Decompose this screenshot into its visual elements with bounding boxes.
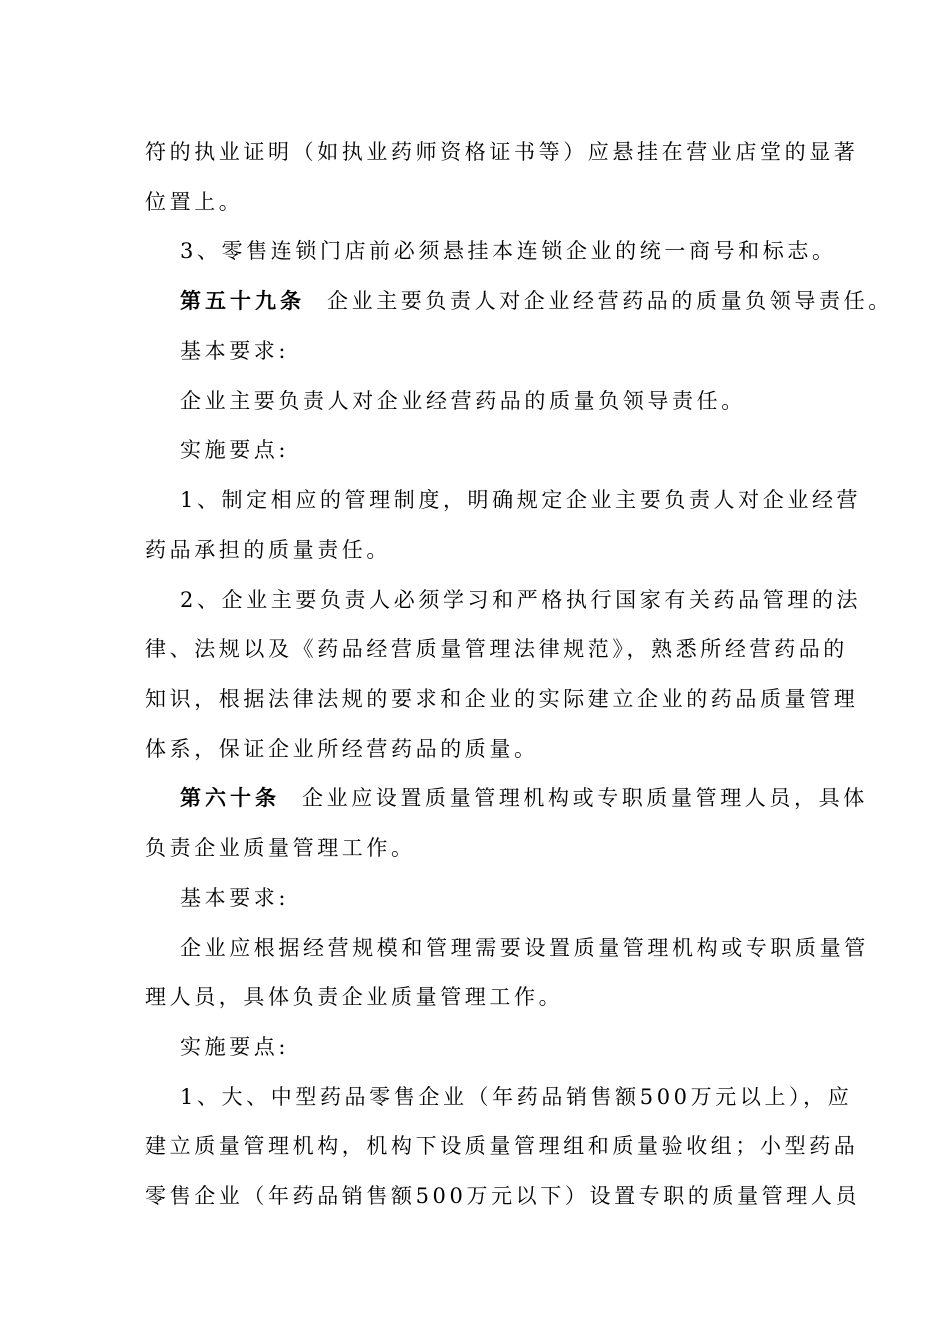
paragraph-line: 企业应根据经营规模和管理需要设置质量管理机构或专职质量管 <box>180 936 869 960</box>
paragraph-line: 律、法规以及《药品经营质量管理法律规范》，熟悉所经营药品的 <box>145 637 848 661</box>
paragraph-line: 体系，保证企业所经营药品的质量。 <box>145 737 539 761</box>
paragraph-line: 知识，根据法律法规的要求和企业的实际建立企业的药品质量管理 <box>145 687 859 711</box>
section-heading: 实施要点: <box>180 1035 290 1059</box>
article-59-text: 企业主要负责人对企业经营药品的质量负领导责任。 <box>327 289 893 313</box>
paragraph-line: 理人员，具体负责企业质量管理工作。 <box>145 985 564 1009</box>
paragraph-line: 1、制定相应的管理制度，明确规定企业主要负责人对企业经营 <box>180 488 862 512</box>
section-heading: 实施要点: <box>180 438 290 462</box>
paragraph-line: 3、零售连锁门店前必须悬挂本连锁企业的统一商号和标志。 <box>180 239 837 263</box>
paragraph-line: 位置上。 <box>145 190 244 214</box>
paragraph-line: 企业主要负责人对企业经营药品的质量负领导责任。 <box>180 389 746 413</box>
article-60 <box>180 786 868 810</box>
paragraph-line: 零售企业（年药品销售额500万元以下）设置专职的质量管理人员 <box>145 1184 861 1208</box>
article-60-text: 企业应设置质量管理机构或专职质量管理人员，具体 <box>302 786 868 810</box>
paragraph-line: 药品承担的质量责任。 <box>145 538 391 562</box>
article-59 <box>180 289 893 313</box>
paragraph-line: 1、大、中型药品零售企业（年药品销售额500万元以上），应 <box>180 1085 853 1109</box>
paragraph-line: 建立质量管理机构，机构下设质量管理组和质量验收组；小型药品 <box>145 1134 859 1158</box>
paragraph-line: 负责企业质量管理工作。 <box>145 836 416 860</box>
paragraph-line: 2、企业主要负责人必须学习和严格执行国家有关药品管理的法 <box>180 588 862 612</box>
section-heading: 基本要求: <box>180 886 290 910</box>
article-60-title: 第六十条 <box>180 786 280 810</box>
paragraph-line: 符的执业证明（如执业药师资格证书等）应悬挂在营业店堂的显著 <box>145 140 859 164</box>
article-59-title: 第五十九条 <box>180 289 305 313</box>
section-heading: 基本要求: <box>180 339 290 363</box>
